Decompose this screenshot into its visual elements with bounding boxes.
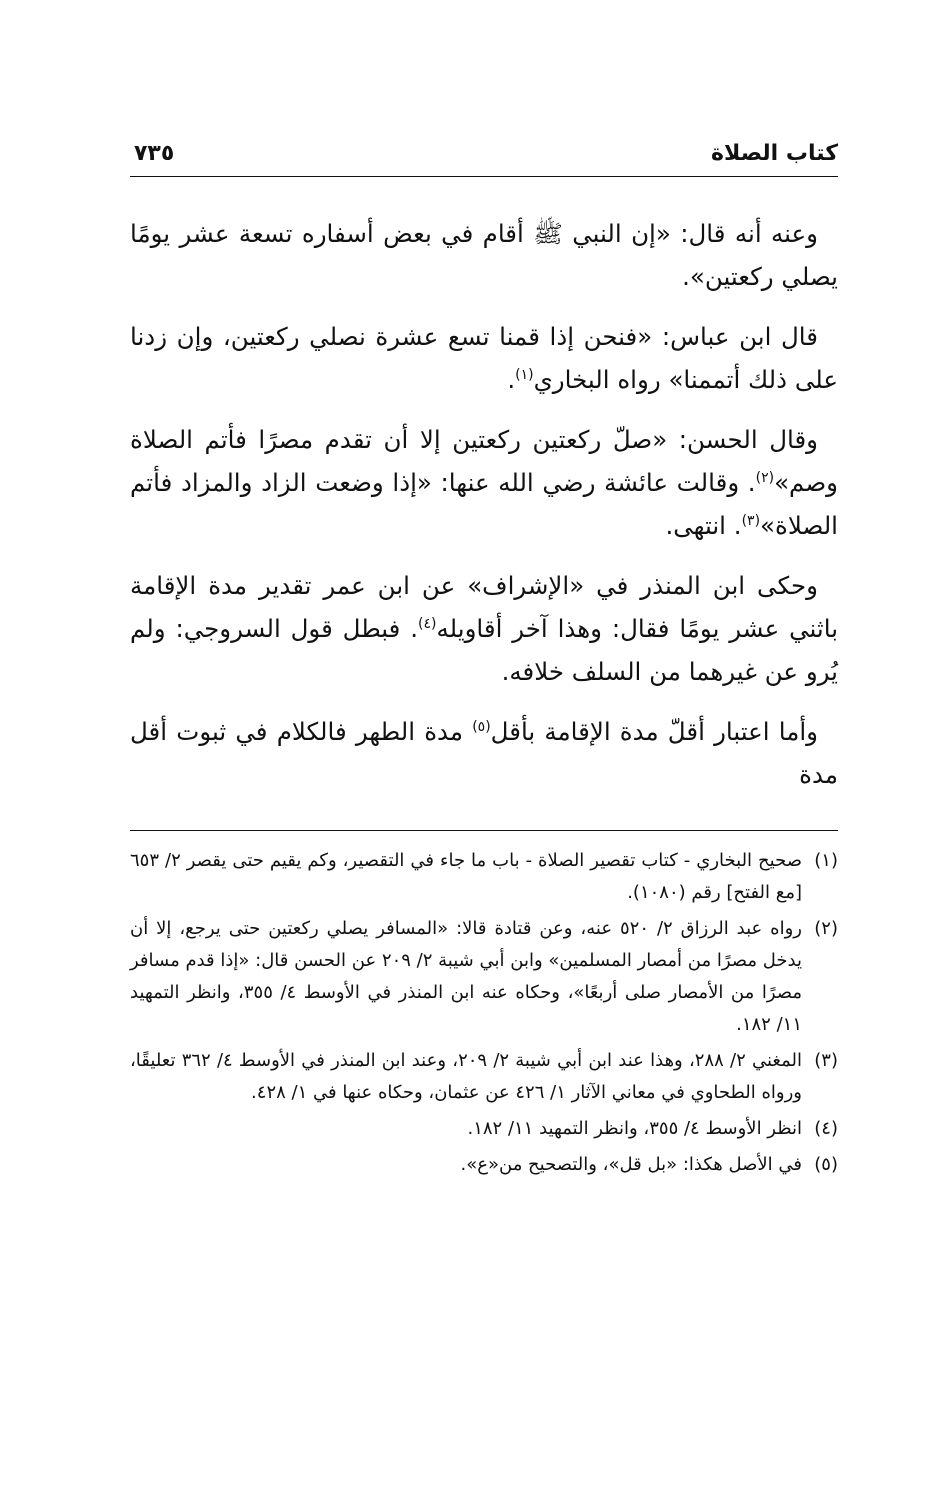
main-text [130, 212, 838, 796]
footnote-number: (٥) [814, 1154, 838, 1175]
footnote-text: رواه عبد الرزاق ٢/ ٥٢٠ عنه، وعن قتادة قالا: «المسافر يصلي ركعتين حتى يرجع، إلا أن يدخل مصرًا من أمصار المسلمين» وابن أبي شيبة ٢/ ٢٠٩ عن الحسن قال: «إذا قدم مسافر مصرًا من الأمصار صلى أربعًا»، وحكاه عنه ابن المنذر في الأوسط ٤/ ٣٥٥، وانظر التمهيد ١١/ ١٨٢. [130, 918, 803, 1035]
footnote-ref: (٣) [741, 512, 761, 529]
footnotes [130, 845, 838, 1181]
paragraph: قال ابن عباس: «فنحن إذا قمنا تسع عشرة نصلي ركعتين، وإن زدنا على ذلك أتممنا» رواه البخاري$^{(١)}$. [130, 322, 838, 394]
footnote [130, 1113, 838, 1145]
footnote-rule [130, 830, 838, 831]
header-rule [130, 176, 838, 177]
footnote [130, 845, 838, 909]
footnote [130, 1045, 838, 1109]
footnote-number: (١) [814, 850, 838, 871]
footnote [130, 1149, 838, 1181]
paragraph: وحكى ابن المنذر في «الإشراف» عن ابن عمر تقدير مدة الإقامة باثني عشر يومًا فقال: وهذا آخر أقاويله$^{(٤)}$. فبطل قول السروجي: ولم يُرو عن غيرهما من السلف خلافه. [130, 571, 839, 686]
footnote-text: المغني ٢/ ٢٨٨، وهذا عند ابن أبي شيبة ٢/ ٢٠٩، وعند ابن المنذر في الأوسط ٤/ ٣٦٢ تعليقًا، ورواه الطحاوي في معاني الآثار ١/ ٤٢٦ عن عثمان، وحكاه عنها في ١/ ٤٢٨. [130, 1050, 802, 1103]
paragraph: وأما اعتبار أقلّ مدة الإقامة بأقل$^{(٥)}$ مدة الطهر فالكلام في ثبوت أقل مدة [130, 717, 838, 789]
footnote-number: (٢) [814, 918, 838, 939]
footnote-number: (٣) [814, 1050, 838, 1071]
footnote-text: صحيح البخاري - كتاب تقصير الصلاة - باب ما جاء في التقصير، وكم يقيم حتى يقصر ٢/ ٦٥٣ [مع الفتح] رقم (١٠٨٠). [130, 850, 802, 903]
chapter-title: كتاب الصلاة [711, 141, 838, 166]
footnote-number: (٤) [814, 1118, 838, 1139]
footnote [130, 913, 838, 1041]
paragraph: وقال الحسن: «صلّ ركعتين ركعتين إلا أن تقدم مصرًا فأتم الصلاة وصم»$^{(٢)}$. وقالت عائشة رضي الله عنها: «إذا وضعت الزاد والمزاد فأتم الصلاة»$^{(٣)}$. انتهى. [130, 425, 838, 540]
footnote-text: في الأصل هكذا: «بل قل»، والتصحيح من«ع». [460, 1154, 802, 1175]
page-number: ٧٣٥ [134, 141, 175, 166]
footnote-ref: (٤) [418, 615, 437, 632]
footnote-ref: (١) [515, 366, 534, 383]
footnote-ref: (٢) [755, 469, 775, 486]
footnote-ref: (٥) [472, 718, 491, 735]
paragraph: وعنه أنه قال: «إن النبي ﷺ أقام في بعض أسفاره تسعة عشر يومًا يصلي ركعتين». [130, 219, 838, 291]
book-page [130, 138, 838, 1185]
running-header [130, 138, 838, 174]
footnote-text: انظر الأوسط ٤/ ٣٥٥، وانظر التمهيد ١١/ ١٨٢. [467, 1118, 802, 1139]
